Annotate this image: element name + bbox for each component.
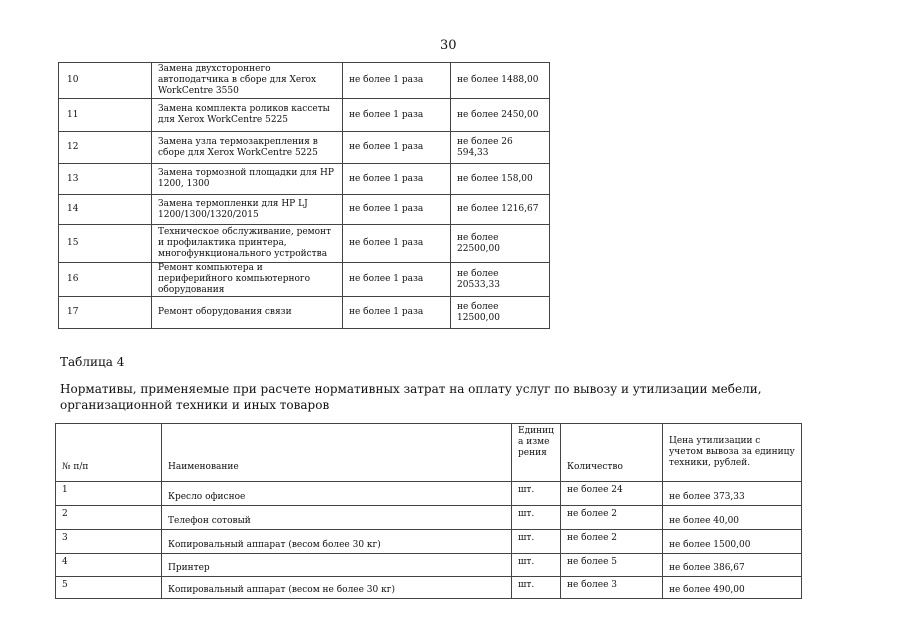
- table-row: [59, 297, 550, 329]
- row-number: 2: [56, 506, 162, 530]
- table-row: [56, 530, 802, 554]
- service-frequency: не более 1 раза: [343, 99, 451, 132]
- row-number: 14: [59, 195, 152, 225]
- service-name: Замена термопленки для HP LJ 1200/1300/1320/2015: [152, 195, 343, 225]
- table-row: [59, 195, 550, 225]
- item-name: Кресло офисное: [162, 482, 512, 506]
- table-row: [56, 554, 802, 577]
- item-unit: шт.: [512, 577, 561, 599]
- item-name: Копировальный аппарат (весом более 30 кг): [162, 530, 512, 554]
- table-row: [56, 482, 802, 506]
- item-quantity: не более 3: [561, 577, 663, 599]
- item-quantity: не более 2: [561, 530, 663, 554]
- row-number: 5: [56, 577, 162, 599]
- service-name: Замена двухстороннего автоподатчика в сборе для Xerox WorkCentre 3550: [152, 63, 343, 99]
- item-price: не более 386,67: [663, 554, 802, 577]
- row-number: 15: [59, 225, 152, 263]
- header-unit: Единица измерения: [512, 424, 561, 482]
- disposal-norms-table: [55, 423, 802, 599]
- table-row: [56, 506, 802, 530]
- table-header-row: [56, 424, 802, 482]
- service-price: не более 1216,67: [451, 195, 550, 225]
- item-price: не более 490,00: [663, 577, 802, 599]
- service-name: Замена узла термозакрепления в сборе для Xerox WorkCentre 5225: [152, 132, 343, 164]
- row-number: 13: [59, 164, 152, 195]
- service-price: не более 20533,33: [451, 263, 550, 297]
- item-price: не более 1500,00: [663, 530, 802, 554]
- row-number: 16: [59, 263, 152, 297]
- header-name: Наименование: [162, 424, 512, 482]
- row-number: 1: [56, 482, 162, 506]
- item-quantity: не более 24: [561, 482, 663, 506]
- service-name: Ремонт компьютера и периферийного компьютерного оборудования: [152, 263, 343, 297]
- row-number: 10: [59, 63, 152, 99]
- item-name: Телефон сотовый: [162, 506, 512, 530]
- item-quantity: не более 5: [561, 554, 663, 577]
- service-price: не более 22500,00: [451, 225, 550, 263]
- table-row: [59, 225, 550, 263]
- service-frequency: не более 1 раза: [343, 164, 451, 195]
- table-row: [59, 164, 550, 195]
- page-number: 30: [440, 38, 457, 53]
- item-name: Принтер: [162, 554, 512, 577]
- table-title: Нормативы, применяемые при расчете нормативных затрат на оплату услуг по вывозу и утилизации мебели, организационной техники и иных товаров: [60, 382, 762, 412]
- table-row: [59, 132, 550, 164]
- service-name: Техническое обслуживание, ремонт и профилактика принтера, многофункционального устройства: [152, 225, 343, 263]
- header-number: № п/п: [56, 424, 162, 482]
- service-frequency: не более 1 раза: [343, 63, 451, 99]
- service-price: не более 12500,00: [451, 297, 550, 329]
- table-row: [59, 63, 550, 99]
- item-unit: шт.: [512, 554, 561, 577]
- item-unit: шт.: [512, 530, 561, 554]
- service-frequency: не более 1 раза: [343, 132, 451, 164]
- item-name: Копировальный аппарат (весом не более 30 кг): [162, 577, 512, 599]
- service-frequency: не более 1 раза: [343, 297, 451, 329]
- service-frequency: не более 1 раза: [343, 263, 451, 297]
- item-price: не более 373,33: [663, 482, 802, 506]
- service-name: Замена тормозной площадки для HP 1200, 1300: [152, 164, 343, 195]
- service-price: не более 26 594,33: [451, 132, 550, 164]
- item-quantity: не более 2: [561, 506, 663, 530]
- service-price: не более 158,00: [451, 164, 550, 195]
- row-number: 3: [56, 530, 162, 554]
- table-row: [56, 577, 802, 599]
- service-frequency: не более 1 раза: [343, 225, 451, 263]
- service-price: не более 2450,00: [451, 99, 550, 132]
- item-price: не более 40,00: [663, 506, 802, 530]
- row-number: 4: [56, 554, 162, 577]
- row-number: 11: [59, 99, 152, 132]
- table-row: [59, 99, 550, 132]
- row-number: 17: [59, 297, 152, 329]
- service-frequency: не более 1 раза: [343, 195, 451, 225]
- table-caption: Таблица 4: [60, 355, 125, 369]
- header-quantity: Количество: [561, 424, 663, 482]
- row-number: 12: [59, 132, 152, 164]
- item-unit: шт.: [512, 506, 561, 530]
- service-price: не более 1488,00: [451, 63, 550, 99]
- item-unit: шт.: [512, 482, 561, 506]
- table-row: [59, 263, 550, 297]
- services-norms-table: [58, 62, 550, 329]
- service-name: Ремонт оборудования связи: [152, 297, 343, 329]
- service-name: Замена комплекта роликов кассеты для Xerox WorkCentre 5225: [152, 99, 343, 132]
- header-price: Цена утилизации с учетом вывоза за единицу техники, рублей.: [663, 424, 802, 482]
